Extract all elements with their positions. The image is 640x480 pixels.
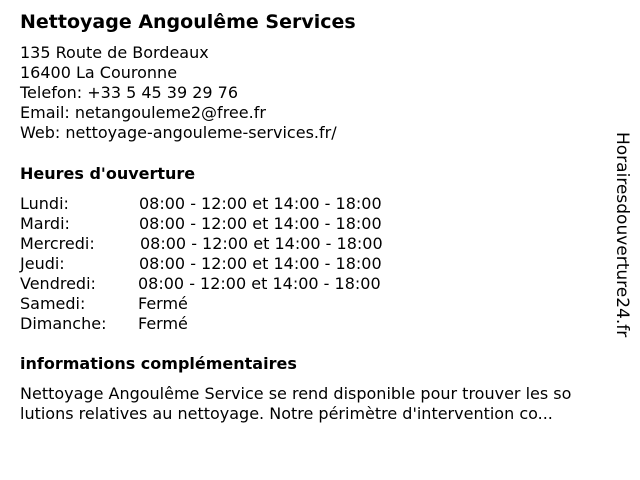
watermark-text: Horairesdouverture24.fr [612,132,632,338]
hours-row-lundi [20,194,440,214]
hours-row-mercredi [20,234,440,254]
additional-info-heading: informations complémentaires [20,354,297,373]
day-hours: 08:00 - 12:00 et 14:00 - 18:00 [140,234,383,253]
day-label: Mercredi: [20,234,95,253]
business-description [20,384,620,424]
day-hours: 08:00 - 12:00 et 14:00 - 18:00 [138,274,381,293]
business-name: Nettoyage Angoulême Services [20,11,356,33]
hours-row-vendredi [20,274,440,294]
description-line: lutions relatives au nettoyage. Notre périmètre d'intervention co... [20,404,553,423]
site-watermark [611,132,635,344]
day-label: Vendredi: [20,274,96,293]
day-label: Dimanche: [20,314,107,333]
day-label: Lundi: [20,194,69,213]
day-label: Samedi: [20,294,86,313]
contact-block [20,43,337,143]
opening-hours-heading: Heures d'ouverture [20,164,196,183]
day-hours: 08:00 - 12:00 et 14:00 - 18:00 [139,254,382,273]
hours-row-dimanche [20,314,440,334]
email-address[interactable]: Email: netangouleme2@free.fr [20,103,266,122]
day-label: Jeudi: [20,254,65,273]
day-label: Mardi: [20,214,70,233]
day-hours: 08:00 - 12:00 et 14:00 - 18:00 [139,214,382,233]
address-city: 16400 La Couronne [20,63,178,82]
hours-row-mardi [20,214,440,234]
hours-row-samedi [20,294,440,314]
day-hours: 08:00 - 12:00 et 14:00 - 18:00 [139,194,382,213]
day-hours: Fermé [138,294,188,313]
opening-hours-table [20,194,440,334]
day-hours: Fermé [138,314,188,333]
website-link[interactable]: Web: nettoyage-angouleme-services.fr/ [20,123,337,142]
description-line: Nettoyage Angoulême Service se rend disponible pour trouver les so [20,384,572,403]
address-street: 135 Route de Bordeaux [20,43,209,62]
hours-row-jeudi [20,254,440,274]
phone-number[interactable]: Telefon: +33 5 45 39 29 76 [20,83,239,102]
